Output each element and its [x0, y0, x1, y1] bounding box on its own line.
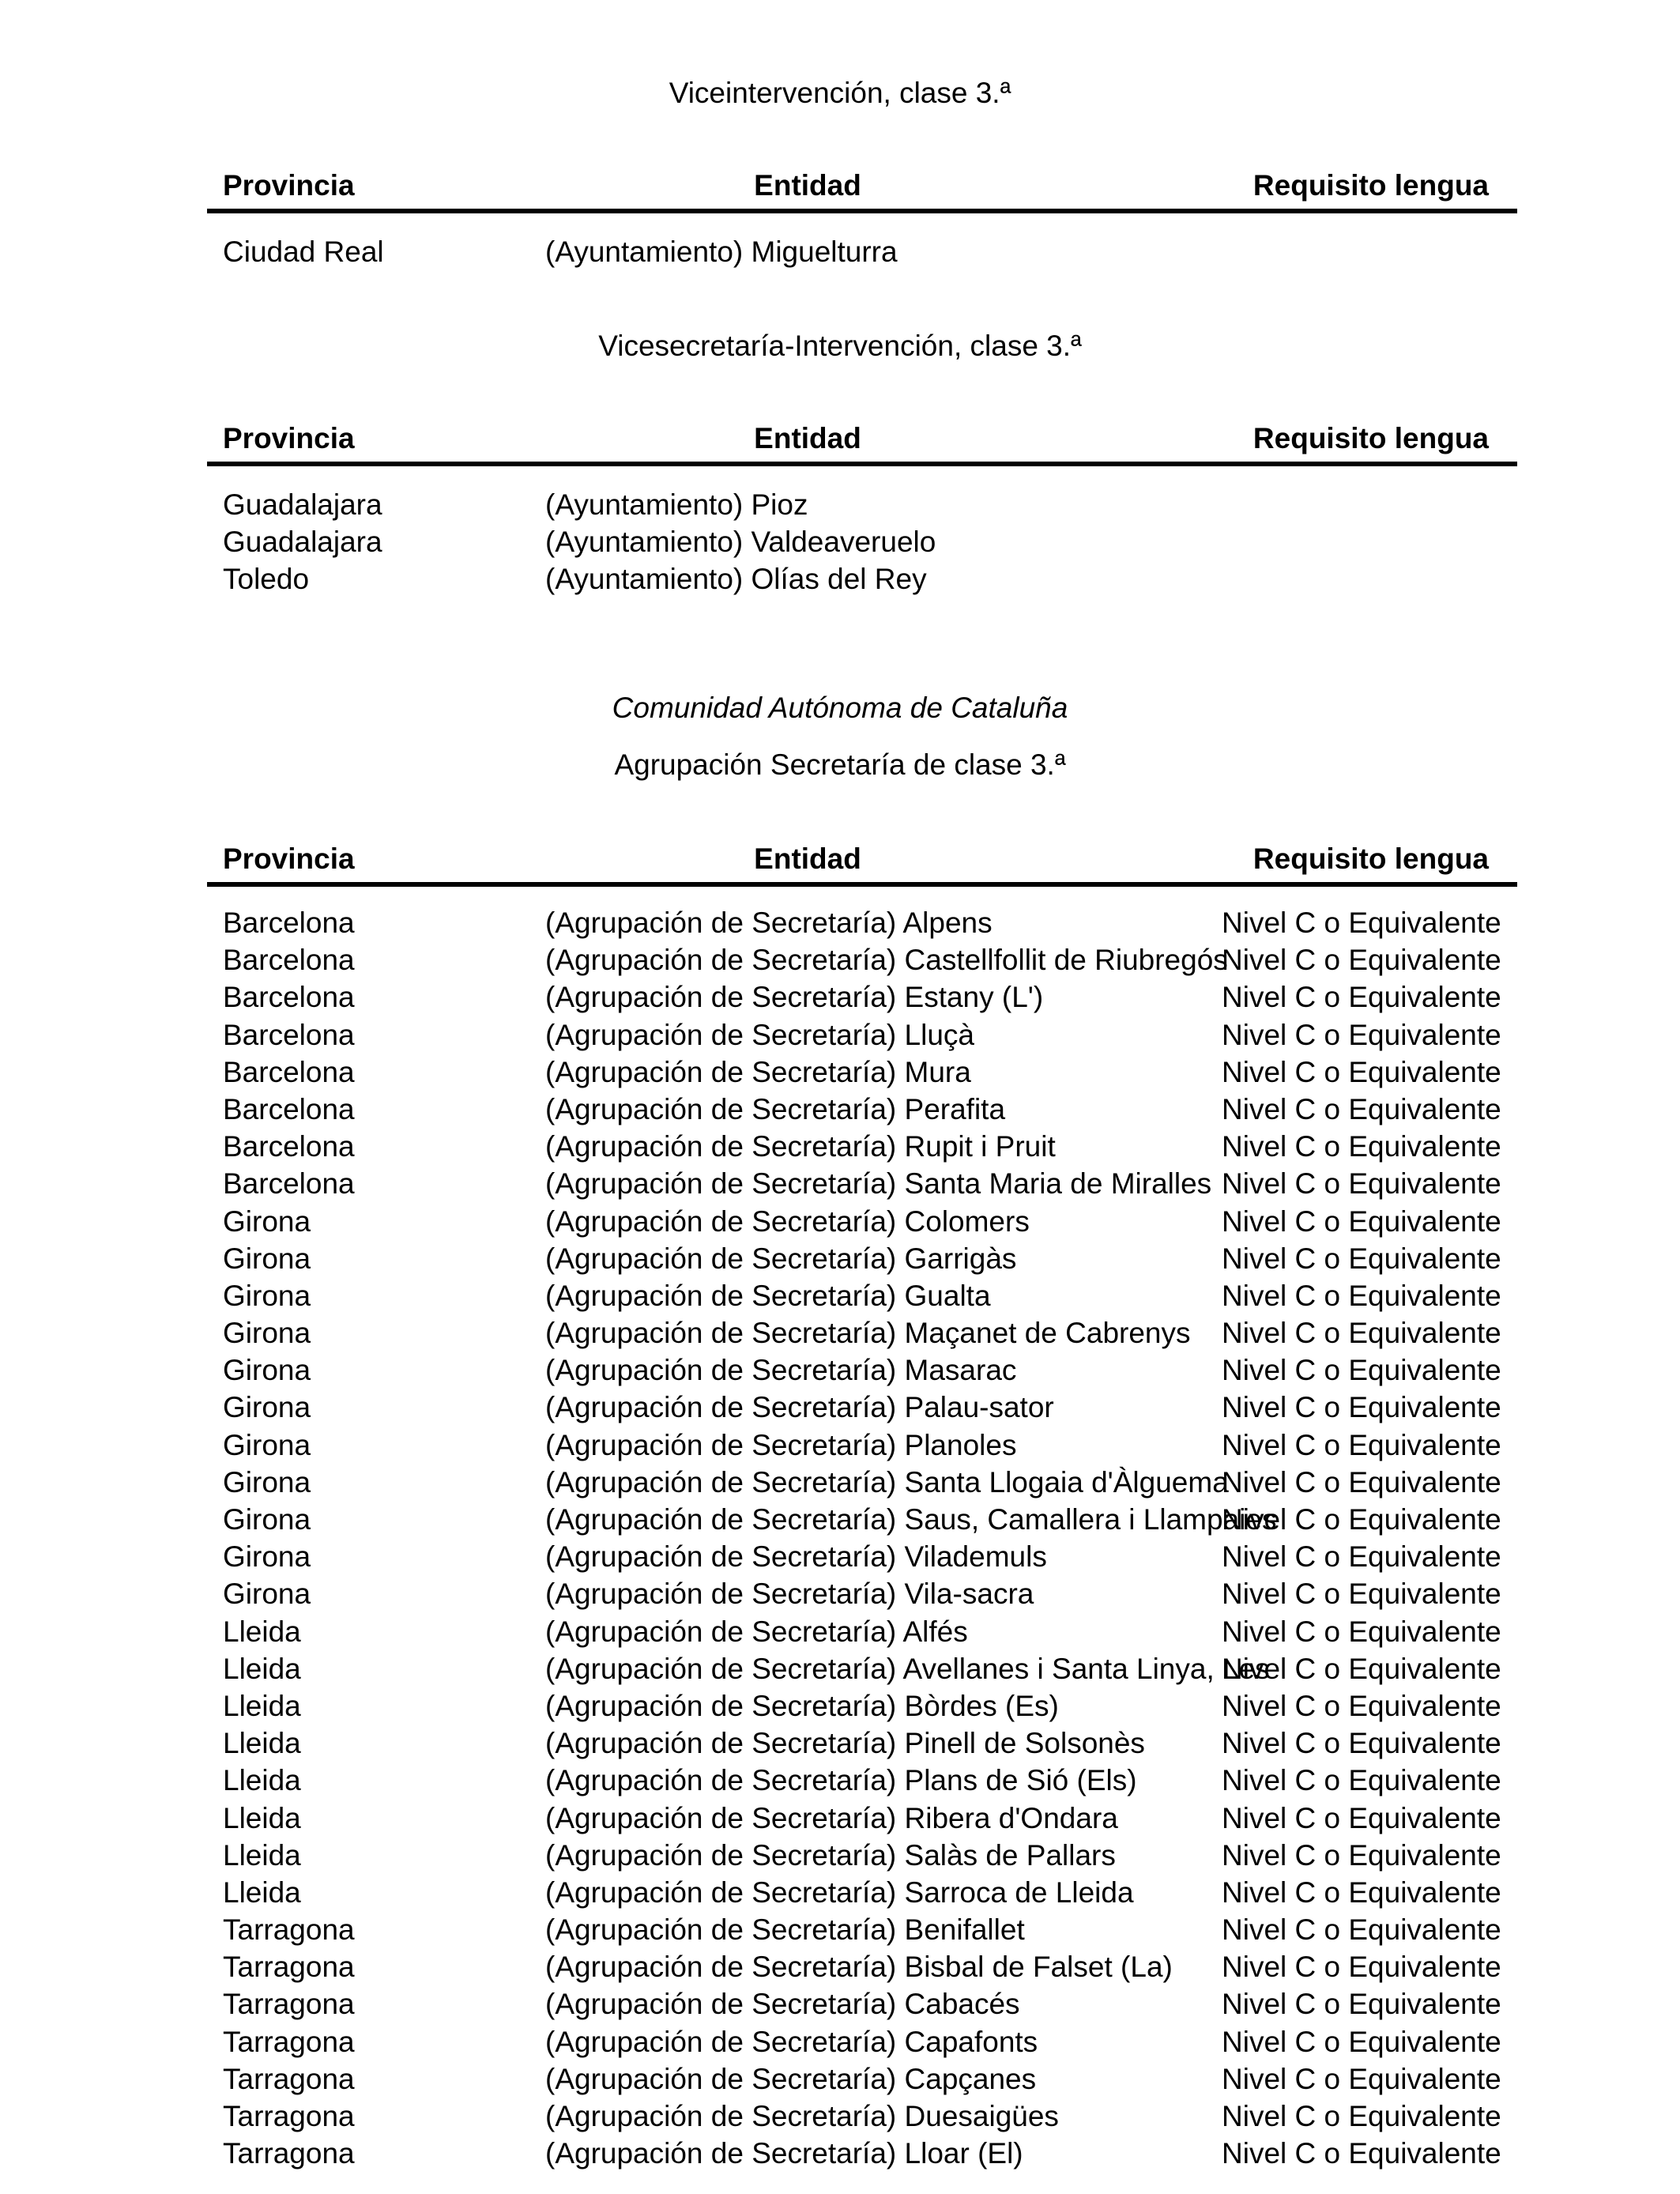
- table-body: [207, 486, 1517, 598]
- table-row: [207, 1575, 1517, 1612]
- cell-entidad: (Agrupación de Secretaría) Alfés: [545, 1615, 968, 1648]
- table-row: [207, 2135, 1517, 2172]
- table-row: [207, 1128, 1517, 1165]
- table-row: [207, 1538, 1517, 1575]
- cell-entidad: (Agrupación de Secretaría) Lloar (El): [545, 2137, 1023, 2170]
- cell-requisito: Nivel C o Equivalente: [1222, 1875, 1501, 1909]
- cell-provincia: Girona: [223, 1354, 311, 1387]
- table-row: [207, 1240, 1517, 1277]
- cell-requisito: Nivel C o Equivalente: [1222, 1652, 1501, 1685]
- cell-requisito: Nivel C o Equivalente: [1222, 1838, 1501, 1872]
- cell-entidad: (Agrupación de Secretaría) Bòrdes (Es): [545, 1689, 1059, 1722]
- cell-entidad: (Agrupación de Secretaría) Saus, Camallera i Llampaies: [545, 1503, 1277, 1536]
- cell-entidad: (Agrupación de Secretaría) Colomers: [545, 1204, 1030, 1238]
- cell-provincia: Tarragona: [223, 2062, 355, 2095]
- cell-entidad: (Agrupación de Secretaría) Garrigàs: [545, 1242, 1017, 1275]
- table-row: [207, 904, 1517, 941]
- cell-provincia: Tarragona: [223, 1951, 355, 1984]
- cell-provincia: Girona: [223, 1578, 311, 1611]
- cell-requisito: Nivel C o Equivalente: [1222, 2062, 1501, 2095]
- table-row: [207, 1948, 1517, 1985]
- cell-requisito: Nivel C o Equivalente: [1222, 1130, 1501, 1163]
- cell-entidad: (Ayuntamiento) Valdeaveruelo: [545, 526, 936, 559]
- header-rule: [207, 209, 1517, 213]
- cell-provincia: Girona: [223, 1242, 311, 1275]
- cell-provincia: Lleida: [223, 1689, 301, 1722]
- section-caption: Vicesecretaría-Intervención, clase 3.ª: [598, 330, 1082, 362]
- table-body: [207, 233, 1517, 270]
- cell-provincia: Lleida: [223, 1801, 301, 1834]
- header-rule: [207, 882, 1517, 887]
- header-provincia: Provincia: [223, 169, 355, 202]
- cell-requisito: Nivel C o Equivalente: [1222, 1764, 1501, 1797]
- cell-requisito: Nivel C o Equivalente: [1222, 1428, 1501, 1461]
- cell-entidad: (Agrupación de Secretaría) Santa Maria de Miralles: [545, 1167, 1212, 1201]
- cell-provincia: Lleida: [223, 1764, 301, 1797]
- header-requisito: Requisito lengua: [1252, 169, 1489, 202]
- cell-requisito: Nivel C o Equivalente: [1222, 1727, 1501, 1760]
- cell-entidad: (Ayuntamiento) Pioz: [545, 488, 808, 521]
- cell-provincia: Girona: [223, 1428, 311, 1461]
- cell-requisito: Nivel C o Equivalente: [1222, 1801, 1501, 1834]
- cell-entidad: (Agrupación de Secretaría) Benifallet: [545, 1913, 1025, 1947]
- section-caption: Viceintervención, clase 3.ª: [669, 77, 1011, 109]
- table-row: [207, 1165, 1517, 1202]
- cell-entidad: (Agrupación de Secretaría) Alpens: [545, 907, 993, 939]
- table-row: [207, 2098, 1517, 2135]
- header-entidad: Entidad: [754, 843, 861, 875]
- table-row: [207, 1314, 1517, 1351]
- cell-provincia: Guadalajara: [223, 526, 382, 559]
- cell-entidad: (Agrupación de Secretaría) Duesaigües: [545, 2100, 1059, 2132]
- header-requisito: Requisito lengua: [1252, 843, 1489, 875]
- cell-provincia: Girona: [223, 1540, 311, 1574]
- cell-provincia: Lleida: [223, 1838, 301, 1872]
- table-row: [207, 486, 1517, 523]
- cell-provincia: Girona: [223, 1279, 311, 1312]
- table-row: [207, 523, 1517, 560]
- cell-entidad: (Agrupación de Secretaría) Capafonts: [545, 2025, 1038, 2058]
- cell-requisito: Nivel C o Equivalente: [1222, 944, 1501, 977]
- cell-requisito: Nivel C o Equivalente: [1222, 1503, 1501, 1536]
- cell-requisito: Nivel C o Equivalente: [1222, 1988, 1501, 2021]
- cell-provincia: Tarragona: [223, 2137, 355, 2170]
- cell-provincia: Guadalajara: [223, 488, 382, 521]
- table-row: [207, 1800, 1517, 1837]
- cell-entidad: (Agrupación de Secretaría) Ribera d'Ondara: [545, 1801, 1118, 1834]
- cell-provincia: Girona: [223, 1465, 311, 1498]
- cell-provincia: Lleida: [223, 1652, 301, 1685]
- header-requisito: Requisito lengua: [1252, 422, 1489, 454]
- table-row: [207, 1911, 1517, 1948]
- table-row: [207, 1687, 1517, 1725]
- cell-entidad: (Agrupación de Secretaría) Masarac: [545, 1354, 1017, 1387]
- cell-entidad: (Agrupación de Secretaría) Capçanes: [545, 2062, 1037, 2095]
- cell-provincia: Lleida: [223, 1615, 301, 1648]
- cell-requisito: Nivel C o Equivalente: [1222, 1354, 1501, 1387]
- cell-entidad: (Agrupación de Secretaría) Santa Llogaia d'Àlguema: [545, 1465, 1229, 1498]
- cell-entidad: (Agrupación de Secretaría) Vilademuls: [545, 1540, 1047, 1574]
- region-heading: Comunidad Autónoma de Cataluña: [612, 692, 1068, 724]
- cell-entidad: (Agrupación de Secretaría) Pinell de Solsonès: [545, 1727, 1145, 1760]
- table-row: [207, 2060, 1517, 2098]
- table-row: [207, 1464, 1517, 1501]
- cell-requisito: Nivel C o Equivalente: [1222, 1279, 1501, 1312]
- cell-entidad: (Agrupación de Secretaría) Castellfollit de Riubregós: [545, 944, 1228, 977]
- cell-requisito: Nivel C o Equivalente: [1222, 907, 1501, 939]
- cell-requisito: Nivel C o Equivalente: [1222, 1578, 1501, 1611]
- cell-provincia: Ciudad Real: [223, 236, 384, 268]
- cell-requisito: Nivel C o Equivalente: [1222, 1317, 1501, 1350]
- cell-provincia: Girona: [223, 1204, 311, 1238]
- cell-requisito: Nivel C o Equivalente: [1222, 1167, 1501, 1201]
- cell-entidad: (Agrupación de Secretaría) Cabacés: [545, 1988, 1020, 2021]
- cell-requisito: Nivel C o Equivalente: [1222, 1092, 1501, 1125]
- cell-requisito: Nivel C o Equivalente: [1222, 2025, 1501, 2058]
- cell-requisito: Nivel C o Equivalente: [1222, 1204, 1501, 1238]
- header-entidad: Entidad: [754, 422, 861, 454]
- cell-requisito: Nivel C o Equivalente: [1222, 1391, 1501, 1424]
- cell-requisito: Nivel C o Equivalente: [1222, 1540, 1501, 1574]
- table-row: [207, 1613, 1517, 1650]
- cell-entidad: (Agrupación de Secretaría) Estany (L'): [545, 981, 1044, 1014]
- table-header: [207, 417, 1517, 465]
- table-body: [207, 904, 1517, 2172]
- cell-requisito: Nivel C o Equivalente: [1222, 1913, 1501, 1947]
- table-row: [207, 1203, 1517, 1240]
- header-provincia: Provincia: [223, 422, 355, 454]
- header-rule: [207, 462, 1517, 466]
- table-row: [207, 1054, 1517, 1091]
- table-row: [207, 1277, 1517, 1314]
- table-row: [207, 1874, 1517, 1911]
- table-row: [207, 233, 1517, 270]
- cell-entidad: (Agrupación de Secretaría) Plans de Sió (Els): [545, 1764, 1137, 1797]
- cell-entidad: (Agrupación de Secretaría) Sarroca de Lleida: [545, 1875, 1134, 1909]
- cell-entidad: (Agrupación de Secretaría) Gualta: [545, 1279, 991, 1312]
- cell-requisito: Nivel C o Equivalente: [1222, 2137, 1501, 2170]
- cell-provincia: Tarragona: [223, 2100, 355, 2132]
- cell-entidad: (Agrupación de Secretaría) Avellanes i Santa Linya, Les: [545, 1652, 1270, 1685]
- cell-entidad: (Agrupación de Secretaría) Perafita: [545, 1092, 1006, 1125]
- cell-entidad: (Agrupación de Secretaría) Maçanet de Cabrenys: [545, 1317, 1191, 1350]
- cell-provincia: Tarragona: [223, 1988, 355, 2021]
- table-row: [207, 1351, 1517, 1389]
- cell-provincia: Barcelona: [223, 1092, 355, 1125]
- cell-provincia: Lleida: [223, 1875, 301, 1909]
- cell-entidad: (Agrupación de Secretaría) Vila-sacra: [545, 1578, 1034, 1611]
- table-header: [207, 164, 1517, 212]
- table-row: [207, 1091, 1517, 1128]
- cell-provincia: Barcelona: [223, 1167, 355, 1201]
- table-row: [207, 978, 1517, 1016]
- cell-entidad: (Ayuntamiento) Olías del Rey: [545, 563, 927, 596]
- cell-entidad: (Agrupación de Secretaría) Lluçà: [545, 1018, 974, 1051]
- cell-provincia: Girona: [223, 1317, 311, 1350]
- cell-provincia: Tarragona: [223, 1913, 355, 1947]
- table-row: [207, 1501, 1517, 1538]
- cell-provincia: Barcelona: [223, 981, 355, 1014]
- cell-requisito: Nivel C o Equivalente: [1222, 1018, 1501, 1051]
- cell-requisito: Nivel C o Equivalente: [1222, 1465, 1501, 1498]
- table-row: [207, 1762, 1517, 1799]
- cell-entidad: (Agrupación de Secretaría) Palau-sator: [545, 1391, 1054, 1424]
- cell-requisito: Nivel C o Equivalente: [1222, 1615, 1501, 1648]
- cell-provincia: Toledo: [223, 563, 310, 596]
- cell-provincia: Barcelona: [223, 1055, 355, 1088]
- cell-requisito: Nivel C o Equivalente: [1222, 2100, 1501, 2132]
- table-row: [207, 1016, 1517, 1054]
- table-row: [207, 1650, 1517, 1687]
- cell-entidad: (Agrupación de Secretaría) Rupit i Pruit: [545, 1130, 1056, 1163]
- table-row: [207, 941, 1517, 978]
- cell-entidad: (Agrupación de Secretaría) Bisbal de Falset (La): [545, 1951, 1173, 1984]
- table-row: [207, 560, 1517, 598]
- cell-requisito: Nivel C o Equivalente: [1222, 1689, 1501, 1722]
- table-row: [207, 1985, 1517, 2022]
- table-row: [207, 1427, 1517, 1464]
- cell-requisito: Nivel C o Equivalente: [1222, 1055, 1501, 1088]
- cell-provincia: Tarragona: [223, 2025, 355, 2058]
- cell-entidad: (Agrupación de Secretaría) Mura: [545, 1055, 971, 1088]
- cell-provincia: Lleida: [223, 1727, 301, 1760]
- header-provincia: Provincia: [223, 843, 355, 875]
- cell-requisito: Nivel C o Equivalente: [1222, 981, 1501, 1014]
- cell-provincia: Barcelona: [223, 1018, 355, 1051]
- cell-requisito: Nivel C o Equivalente: [1222, 1242, 1501, 1275]
- cell-provincia: Barcelona: [223, 1130, 355, 1163]
- cell-provincia: Barcelona: [223, 907, 355, 939]
- cell-requisito: Nivel C o Equivalente: [1222, 1951, 1501, 1984]
- table-row: [207, 1837, 1517, 1874]
- header-entidad: Entidad: [754, 169, 861, 202]
- cell-provincia: Barcelona: [223, 944, 355, 977]
- cell-entidad: (Ayuntamiento) Miguelturra: [545, 236, 898, 268]
- table-row: [207, 2023, 1517, 2060]
- cell-provincia: Girona: [223, 1503, 311, 1536]
- section-caption: Agrupación Secretaría de clase 3.ª: [614, 748, 1066, 781]
- table-row: [207, 1725, 1517, 1762]
- table-row: [207, 1389, 1517, 1426]
- table-header: [207, 838, 1517, 885]
- cell-provincia: Girona: [223, 1391, 311, 1424]
- cell-entidad: (Agrupación de Secretaría) Salàs de Pallars: [545, 1838, 1116, 1872]
- cell-entidad: (Agrupación de Secretaría) Planoles: [545, 1428, 1017, 1461]
